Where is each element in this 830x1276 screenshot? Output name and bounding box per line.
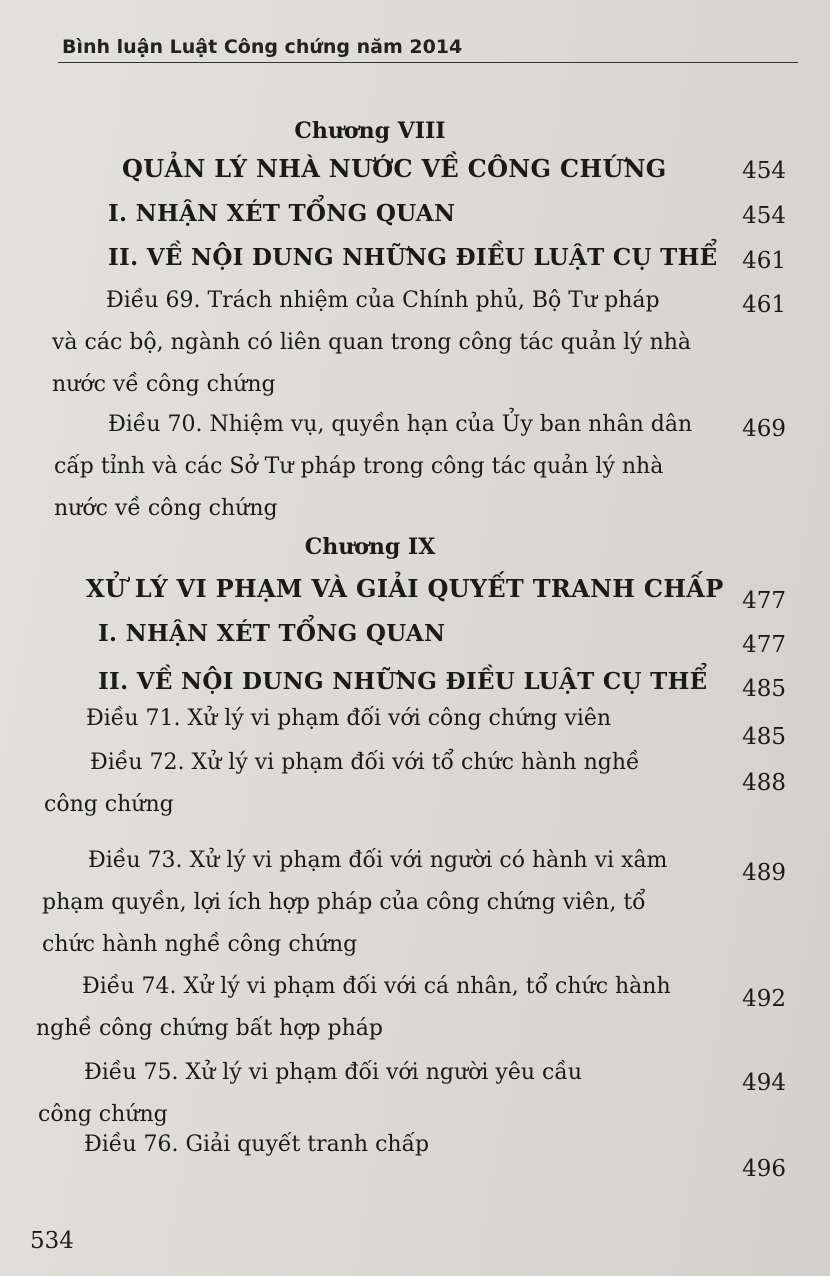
chapter-8-label: Chương VIII bbox=[294, 118, 446, 144]
chapter-9-label: Chương IX bbox=[304, 534, 436, 560]
toc-entry-article-72 bbox=[44, 742, 704, 826]
toc-entry-article-74 bbox=[36, 966, 696, 1050]
chapter-9-section-2-page: 485 bbox=[742, 676, 786, 702]
entry-line: nước về công chứng bbox=[52, 372, 276, 397]
entry-line: Điều 75. Xử lý vi phạm đối với người yêu cầu bbox=[84, 1060, 582, 1085]
entry-line: Điều 71. Xử lý vi phạm đối với công chứng viên bbox=[86, 706, 612, 731]
article-74-page: 492 bbox=[742, 986, 786, 1012]
chapter-9-title: XỬ LÝ VI PHẠM VÀ GIẢI QUYẾT TRANH CHẤP bbox=[86, 574, 724, 603]
toc-entry-article-70 bbox=[54, 404, 694, 530]
entry-line: Điều 72. Xử lý vi phạm đối với tổ chức hành nghề bbox=[90, 750, 640, 775]
entry-line: chức hành nghề công chứng bbox=[42, 932, 358, 957]
entry-line: nước về công chứng bbox=[54, 496, 278, 521]
page-number: 534 bbox=[30, 1228, 74, 1254]
chapter-8-section-2: II. VỀ NỘI DUNG NHỮNG ĐIỀU LUẬT CỤ THỂ bbox=[108, 244, 718, 271]
toc-entry-article-73 bbox=[42, 840, 702, 966]
chapter-9-section-1: I. NHẬN XÉT TỔNG QUAN bbox=[98, 620, 446, 647]
entry-line: phạm quyền, lợi ích hợp pháp của công chứng viên, tổ bbox=[42, 890, 646, 915]
toc-entry-article-76 bbox=[84, 1124, 684, 1166]
article-76-page: 496 bbox=[742, 1156, 786, 1182]
article-71-page: 485 bbox=[742, 724, 786, 750]
entry-line: Điều 76. Giải quyết tranh chấp bbox=[84, 1132, 430, 1157]
chapter-8-title: QUẢN LÝ NHÀ NƯỚC VỀ CÔNG CHỨNG bbox=[122, 154, 667, 183]
chapter-8-section-2-page: 461 bbox=[742, 248, 786, 274]
entry-line: Điều 74. Xử lý vi phạm đối với cá nhân, tổ chức hành bbox=[82, 974, 671, 999]
entry-line: Điều 70. Nhiệm vụ, quyền hạn của Ủy ban nhân dân bbox=[108, 412, 693, 437]
toc-entry-article-69 bbox=[52, 280, 692, 406]
entry-line: Điều 73. Xử lý vi phạm đối với người có hành vi xâm bbox=[88, 848, 668, 873]
article-75-page: 494 bbox=[742, 1070, 786, 1096]
chapter-9-section-2: II. VỀ NỘI DUNG NHỮNG ĐIỀU LUẬT CỤ THỂ bbox=[98, 668, 708, 695]
entry-line: và các bộ, ngành có liên quan trong công tác quản lý nhà bbox=[52, 330, 692, 355]
article-72-page: 488 bbox=[742, 770, 786, 796]
entry-line: nghề công chứng bất hợp pháp bbox=[36, 1016, 384, 1041]
entry-line: Điều 69. Trách nhiệm của Chính phủ, Bộ Tư pháp bbox=[106, 288, 660, 313]
entry-line: công chứng bbox=[44, 792, 174, 817]
chapter-9-title-page: 477 bbox=[742, 588, 786, 614]
chapter-8-section-1-page: 454 bbox=[742, 203, 786, 229]
entry-line: cấp tỉnh và các Sở Tư pháp trong công tác quản lý nhà bbox=[54, 454, 664, 479]
chapter-8-title-page: 454 bbox=[742, 158, 786, 184]
article-69-page: 461 bbox=[742, 292, 786, 318]
running-head: Bình luận Luật Công chứng năm 2014 bbox=[62, 36, 463, 58]
header-rule bbox=[58, 62, 798, 63]
entry-line: công chứng bbox=[38, 1102, 168, 1127]
article-70-page: 469 bbox=[742, 416, 786, 442]
chapter-9-section-1-page: 477 bbox=[742, 632, 786, 658]
toc-entry-article-71 bbox=[86, 698, 706, 740]
chapter-8-section-1: I. NHẬN XÉT TỔNG QUAN bbox=[108, 200, 456, 227]
article-73-page: 489 bbox=[742, 860, 786, 886]
